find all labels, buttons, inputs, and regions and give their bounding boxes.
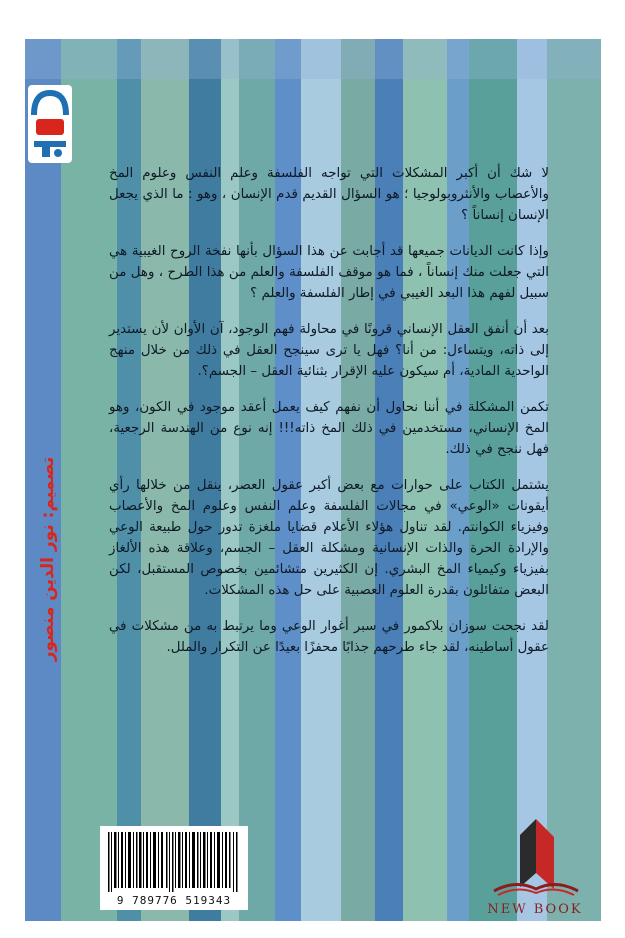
back-cover xyxy=(25,39,601,921)
stripe xyxy=(547,39,601,921)
paragraph: لقد نجحت سوزان بلاكمور في سبر أغوار الوعي وما يرتبط به من مشكلات في عقول أساطينه، لقد جاء طرحهم جذابًا محفزًا بعيدًا عن التكرار والملل. xyxy=(109,619,549,655)
paragraph: بعد أن أنفق العقل الإنساني قرونًا في محاولة فهم الوجود، آن الأوان لأن يستدير إلى ذاته، ويتساءل: من أنا؟ فهل يا ترى سينجح العقل في ذلك من خلال منهج الواحدية المادية، أم سيكون عليه الإقرار بثنائية العقل – الجسم؟. xyxy=(109,322,549,379)
top-band xyxy=(25,39,601,79)
book-logo-icon xyxy=(476,807,594,897)
paragraph: تكمن المشكلة في أننا نحاول أن نفهم كيف يعمل أعقد موجود في الكون، وهو المخ الإنساني، مستخدمين في ذلك المخ ذاته!!! إنه نوع من الهندسة الرجعية، فهل ننجح في ذلك. xyxy=(109,400,549,457)
designer-credit: تصميم: نور الدين منصور xyxy=(38,456,58,662)
paragraph: يشتمل الكتاب على حوارات مع بعض أكبر عقول العصر، ينقل من خلالها رأي أيقونات «الوعي» في مجالات الفلسفة وعلم النفس وعلوم المخ والأعصاب وفيزياء الكوانتم. لقد تناول هؤلاء الأعلام قضايا ملغزة تدور حول طبيعة الوعي والإرادة الحرة والذات الإنسانية ومشكلة العقل – الجسم، وعلاقة هذه الألغاز بفيزياء وكيمياء المخ البشري. إن الكثيرين متشائمين بخصوص المستقبل، لكن البعض متفائلون بقدرة العلوم العصبية على حل هذه المشكلات. xyxy=(109,478,549,598)
barcode xyxy=(100,826,248,910)
publisher-name: NEW BOOK xyxy=(487,902,583,917)
blurb-text xyxy=(109,163,549,673)
paragraph: وإذا كانت الديانات جميعها قد أجابت عن هذا السؤال بأنها نفخة الروح الغيبية هي التي جعلت منك إنساناً ، فما هو موقف الفلسفة والعلم من هذا الطرح ، وهل من سبيل لفهم هذا البعد الغيبي في إطار الفلسفة والعلم ؟ xyxy=(109,244,549,301)
isbn-number: 9 789776 519343 xyxy=(116,894,232,907)
publisher-logo-icon xyxy=(28,85,72,163)
publisher-mark xyxy=(476,807,594,917)
barcode-icon xyxy=(106,832,242,892)
paragraph: لا شك أن أكبر المشكلات التي تواجه الفلسفة وعلم النفس وعلوم المخ والأعصاب والأنثروبولوجيا ؛ هو السؤال القديم قدم الإنسان ، وهو : ما الذي يجعل الإنسان إنساناً ؟ xyxy=(109,166,549,223)
